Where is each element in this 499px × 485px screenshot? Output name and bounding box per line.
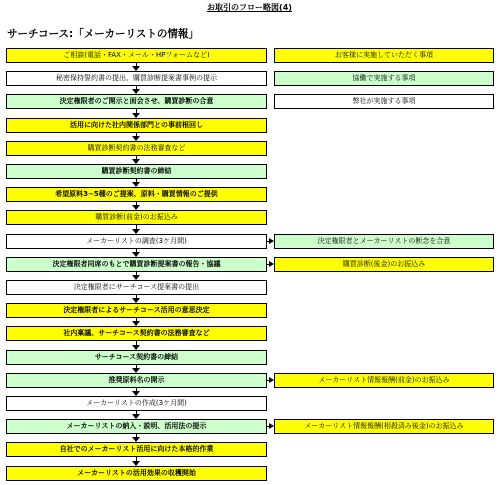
flow-step: サーチコース契約書の締結 xyxy=(6,350,267,365)
right-arrow-icon xyxy=(269,423,274,429)
legend-item: 弊社が実施する事項 xyxy=(274,94,494,109)
right-arrow-icon xyxy=(269,238,274,244)
flow-step: 活用に向けた社内関係部門との事前根回し xyxy=(6,118,267,133)
flow-step: 社内稟議、サーチコース契約書の法務審査など xyxy=(6,326,267,341)
flow-step: 推奨原料名の開示 xyxy=(6,373,267,388)
side-note: 購買診断(後金)のお振込み xyxy=(274,257,494,272)
flow-step: メーカーリストの活用効果の収穫開始 xyxy=(6,466,267,481)
flow-step: 購買診断契約書の法務審査など xyxy=(6,141,267,156)
flow-step: 購買診断契約書の締結 xyxy=(6,164,267,179)
legend-item: 協働で実施する事項 xyxy=(274,71,494,86)
flow-step: メーカーリストの調査(3ケ月間) xyxy=(6,234,267,249)
side-note: メーカーリスト情報報酬(前金)のお振込み xyxy=(274,373,494,388)
flow-step: 決定権限者によるサーチコース活用の意思決定 xyxy=(6,303,267,318)
flow-step: メーカーリストの納入・説明、活用法の提示 xyxy=(6,419,267,434)
right-arrow-icon xyxy=(269,377,274,383)
right-arrow-icon xyxy=(269,261,274,267)
flow-step: 決定権限者のご開示と面会させ、購買診断の合意 xyxy=(6,94,267,109)
side-note: 決定権限者とメーカーリストの断念を合意 xyxy=(274,234,494,249)
flow-step: 希望原料3~5種のご提案、原料・購買情報のご提供 xyxy=(6,187,267,202)
flow-step: 購買診断(前金)のお振込み xyxy=(6,210,267,225)
flow-step: 決定権限者にサーチコース提案書の提出 xyxy=(6,280,267,295)
flow-step: 秘密保持誓約書の提出、購買診断提案書事例の提示 xyxy=(6,71,267,86)
flow-step: 決定権限者同席のもとで購買診断提案書の報告・協議 xyxy=(6,257,267,272)
flow-step: メーカーリストの作成(3ケ月間) xyxy=(6,396,267,411)
page-subtitle: サーチコース:「メーカーリストの情報」 xyxy=(7,28,199,40)
legend-item: お客様に実施していただく事項 xyxy=(274,48,494,63)
side-note: メーカーリスト情報報酬(相殺済み後金)のお振込み xyxy=(274,419,494,434)
page-title: お取引のフロー略図(4) xyxy=(207,3,292,12)
flow-step: ご相談(電話・FAX・メール・HPフォームなど) xyxy=(6,48,267,63)
flow-step: 自社でのメーカーリスト活用に向けた本格的作業 xyxy=(6,442,267,457)
